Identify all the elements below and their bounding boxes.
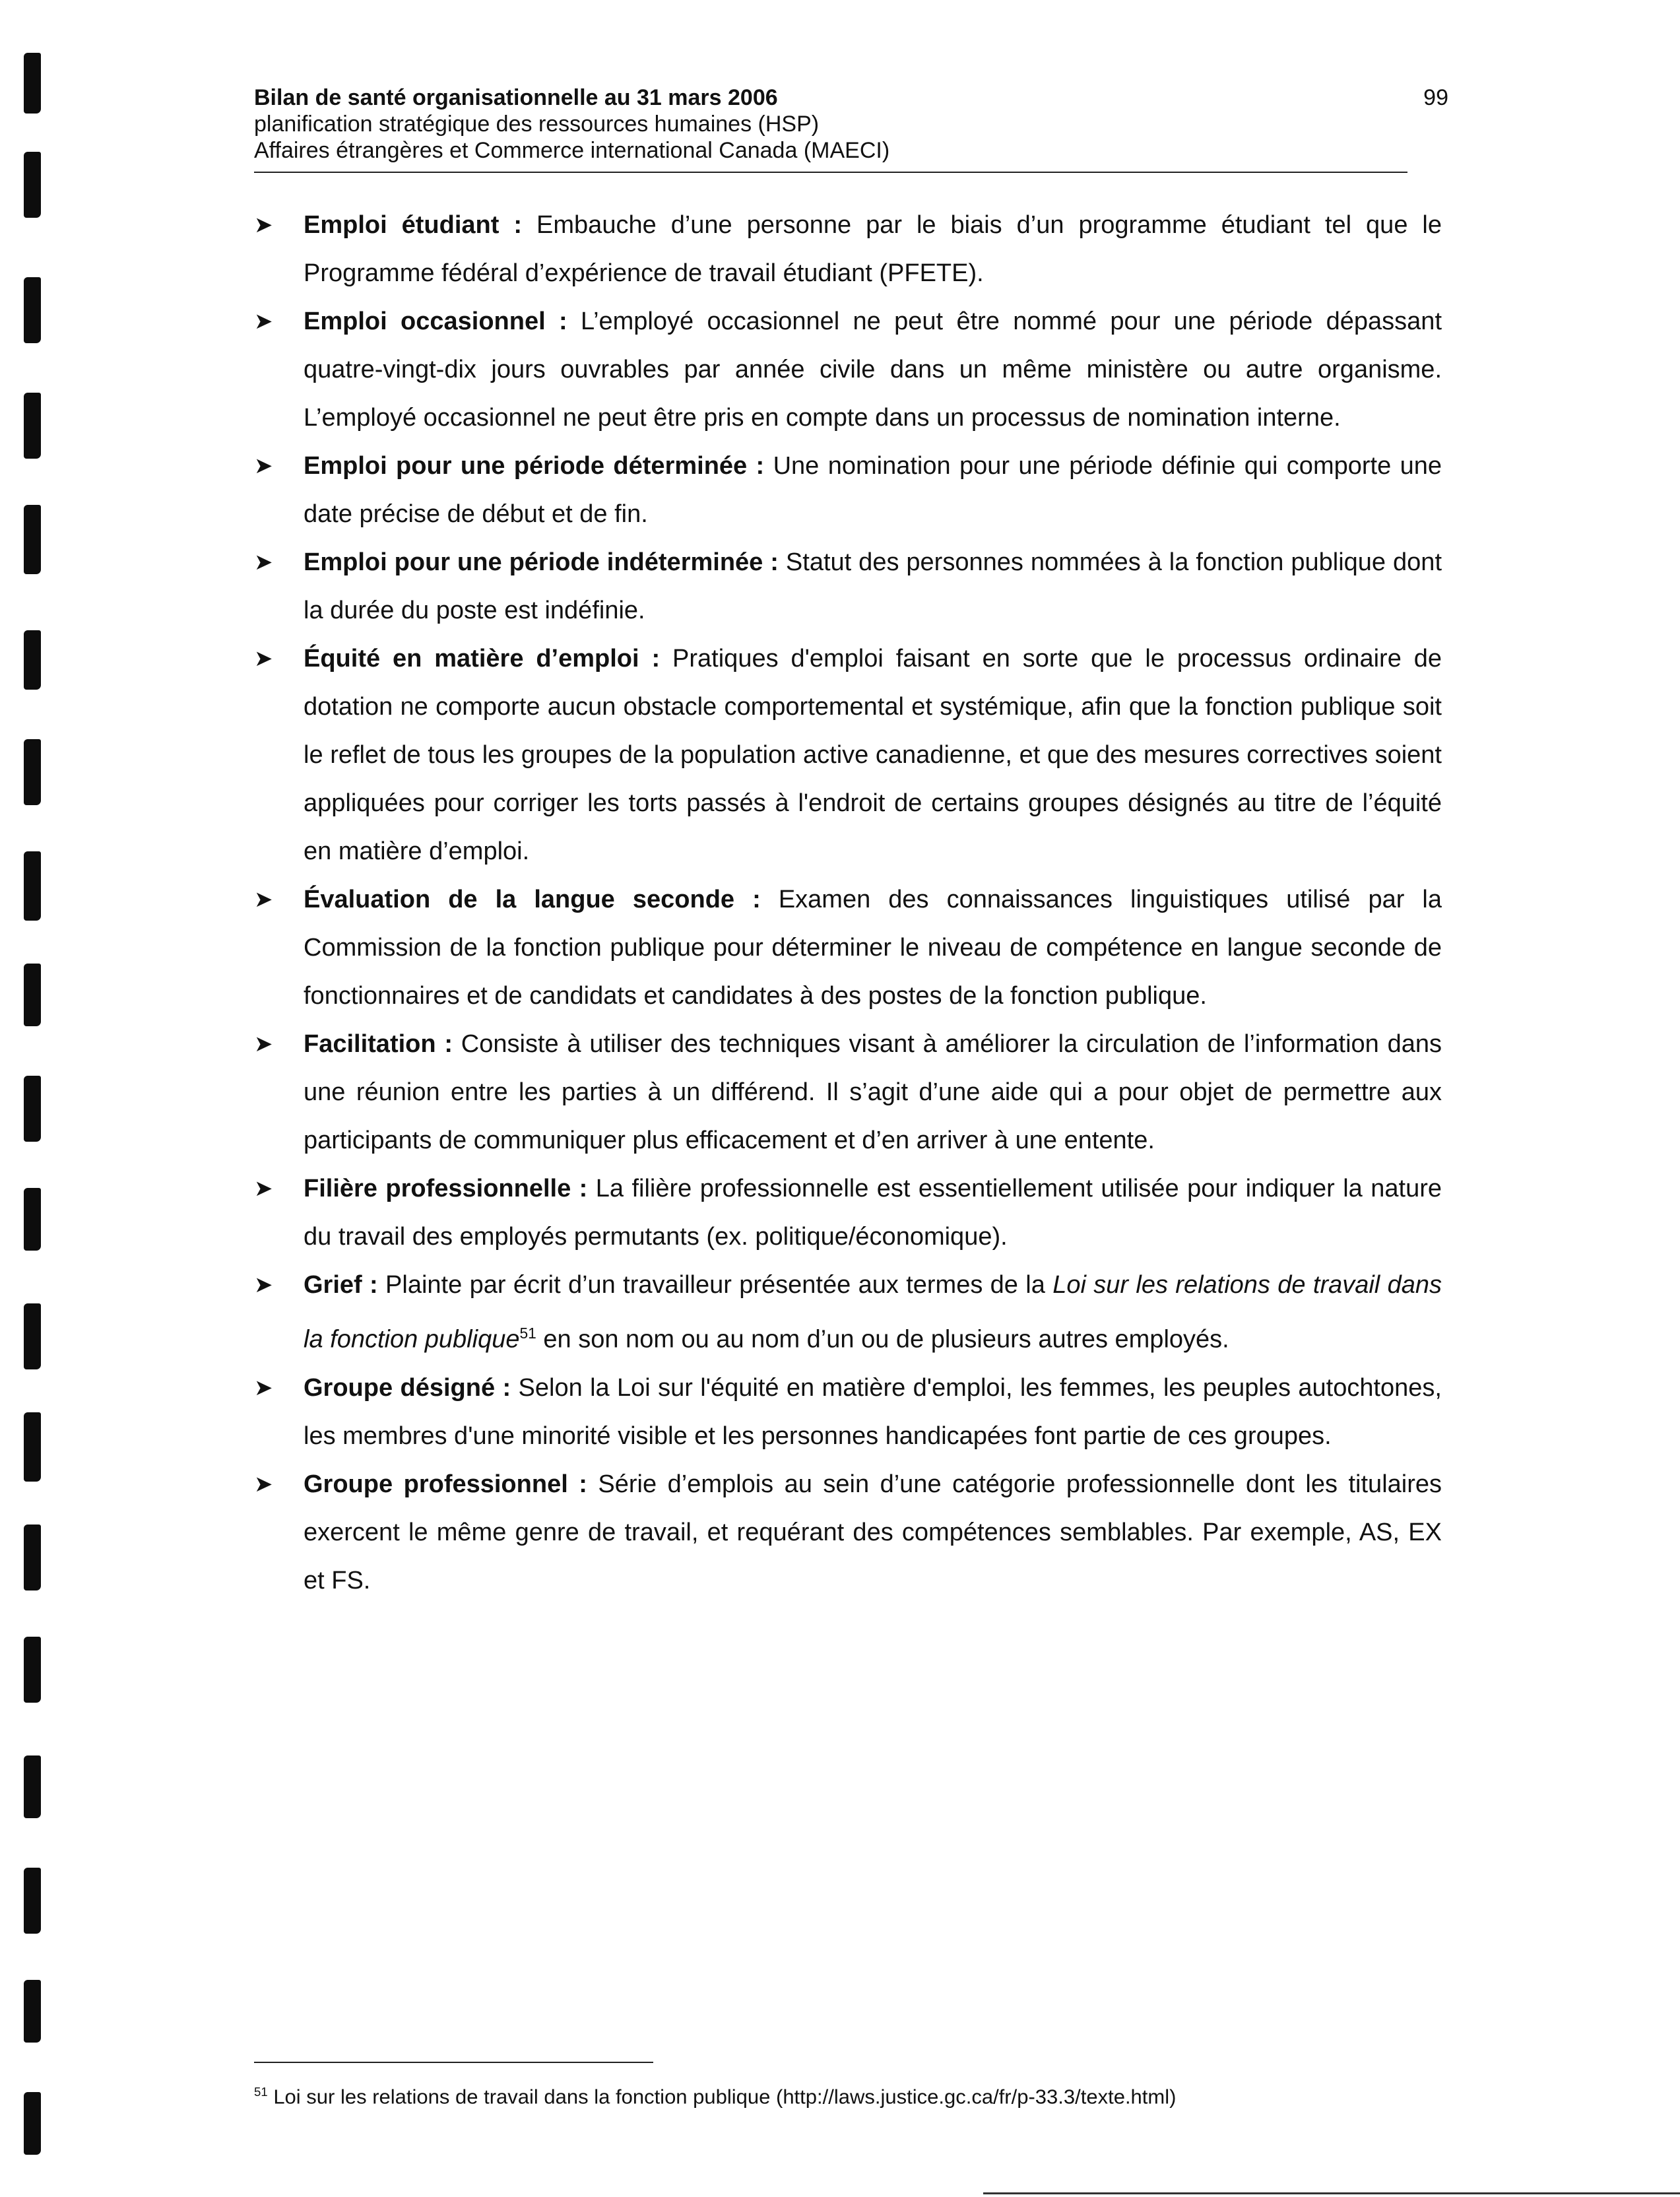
glossary-definition: Une nomination pour une période définie qui comporte une date précise de début et de fin.	[304, 452, 1442, 528]
glossary-entry	[254, 1460, 1442, 1605]
glossary-definition: Série d’emplois au sein d’une catégorie professionnelle dont les titulaires exercent le même genre de travail, et requérant des compétences semblables. Par exemple, AS, EX et FS.	[304, 1470, 1442, 1594]
glossary-definition: L’employé occasionnel ne peut être nommé pour une période dépassant quatre-vingt-dix jours ouvrables par année civile dans un même ministère ou autre organisme. L’employé occasionnel ne peut être pris en compte dans un processus de nomination interne.	[304, 308, 1442, 432]
glossary-entry	[254, 442, 1442, 539]
glossary-term: Emploi pour une période indéterminée :	[304, 548, 779, 576]
arrow-bullet-icon: ➤	[254, 887, 273, 912]
glossary-term: Grief :	[304, 1271, 378, 1299]
glossary-definition: Examen des connaissances linguistiques utilisé par la Commission de la fonction publique pour déterminer le niveau de compétence en langue seconde de fonctionnaires et de candidats et candidates à des postes de la fonction publique.	[304, 886, 1442, 1010]
glossary-term: Emploi pour une période déterminée :	[304, 452, 765, 480]
law-title: Loi sur les relations de travail dans la fonction publique	[304, 1271, 1442, 1354]
glossary-entry	[254, 1364, 1442, 1460]
glossary-definition: Pratiques d'emploi faisant en sorte que le processus ordinaire de dotation ne comporte aucun obstacle comportemental et systémique, afin que la fonction publique soit le reflet de tous les groupes de la population active canadienne, et que des mesures correctives soient appliquées pour corriger les torts passés à l'endroit de certains groupes désignés au titre de l’équité en matière d’emploi.	[304, 645, 1442, 865]
glossary-definition: Consiste à utiliser des techniques visant à améliorer la circulation de l’information dans une réunion entre les parties à un différend. Il s’agit d’une aide qui a pour objet de permettre aux participants de communiquer plus efficacement et d’en arriver à une entente.	[304, 1030, 1442, 1154]
footnote-number: 51	[254, 2085, 268, 2099]
glossary-entry	[254, 1165, 1442, 1261]
scan-edge-line	[983, 2192, 1680, 2194]
glossary-definition: Selon la Loi sur l'équité en matière d'emploi, les femmes, les peuples autochtones, les membres d'une minorité visible et les personnes handicapées font partie de ces groupes.	[304, 1373, 1442, 1450]
arrow-bullet-icon: ➤	[254, 1176, 273, 1201]
arrow-bullet-icon: ➤	[254, 550, 273, 575]
glossary-entry	[254, 635, 1442, 876]
arrow-bullet-icon: ➤	[254, 453, 273, 478]
glossary-term: Emploi étudiant :	[304, 211, 523, 239]
glossary-term: Filière professionnelle :	[304, 1175, 588, 1202]
glossary-term: Groupe professionnel :	[304, 1470, 587, 1498]
glossary-definition: Plainte par écrit d’un travailleur présentée aux termes de la	[385, 1271, 1045, 1299]
arrow-bullet-icon: ➤	[254, 1032, 273, 1057]
footnote-divider	[254, 2062, 653, 2063]
department-name: Affaires étrangères et Commerce international Canada (MAECI)	[254, 138, 890, 163]
glossary-entry	[254, 1261, 1442, 1364]
arrow-bullet-icon: ➤	[254, 1272, 273, 1297]
page-number: 99	[1423, 85, 1448, 110]
binder-hole-marks	[0, 0, 79, 2197]
report-title: Bilan de santé organisationnelle au 31 mars 2006	[254, 85, 778, 110]
page-header	[254, 84, 1448, 164]
footnote-ref[interactable]: 51	[519, 1325, 536, 1342]
footnote-text: Loi sur les relations de travail dans la fonction publique (http://laws.justice.gc.ca/fr/p-33.3/texte.html)	[273, 2085, 1177, 2109]
glossary-definition: Statut des personnes nommées à la fonction publique dont la durée du poste est indéfinie.	[304, 548, 1442, 624]
arrow-bullet-icon: ➤	[254, 646, 273, 671]
arrow-bullet-icon: ➤	[254, 1375, 273, 1400]
glossary-entry	[254, 201, 1442, 298]
report-subtitle: planification stratégique des ressources humaines (HSP)	[254, 112, 820, 137]
glossary-entry	[254, 298, 1442, 442]
glossary-term: Emploi occasionnel :	[304, 308, 567, 335]
arrow-bullet-icon: ➤	[254, 309, 273, 334]
arrow-bullet-icon: ➤	[254, 213, 273, 238]
glossary-definition-continued: en son nom ou au nom d’un ou de plusieurs autres employés.	[543, 1325, 1229, 1354]
glossary-definition: La filière professionnelle est essentiellement utilisée pour indiquer la nature du travail des employés permutants (ex. politique/économique).	[304, 1175, 1442, 1251]
glossary-entry	[254, 876, 1442, 1020]
glossary-entry	[254, 539, 1442, 635]
glossary-term: Groupe désigné :	[304, 1373, 511, 1402]
glossary-term: Facilitation :	[304, 1030, 453, 1058]
arrow-bullet-icon: ➤	[254, 1471, 273, 1497]
footnote	[254, 2079, 1176, 2110]
glossary-definition: Embauche d’une personne par le biais d’un programme étudiant tel que le Programme fédéral d’expérience de travail étudiant (PFETE).	[304, 211, 1442, 287]
header-divider	[254, 172, 1407, 173]
glossary-entry	[254, 1020, 1442, 1165]
glossary-term: Évaluation de la langue seconde :	[304, 886, 761, 913]
glossary-term: Équité en matière d’emploi :	[304, 645, 661, 672]
glossary-list	[254, 201, 1442, 1605]
